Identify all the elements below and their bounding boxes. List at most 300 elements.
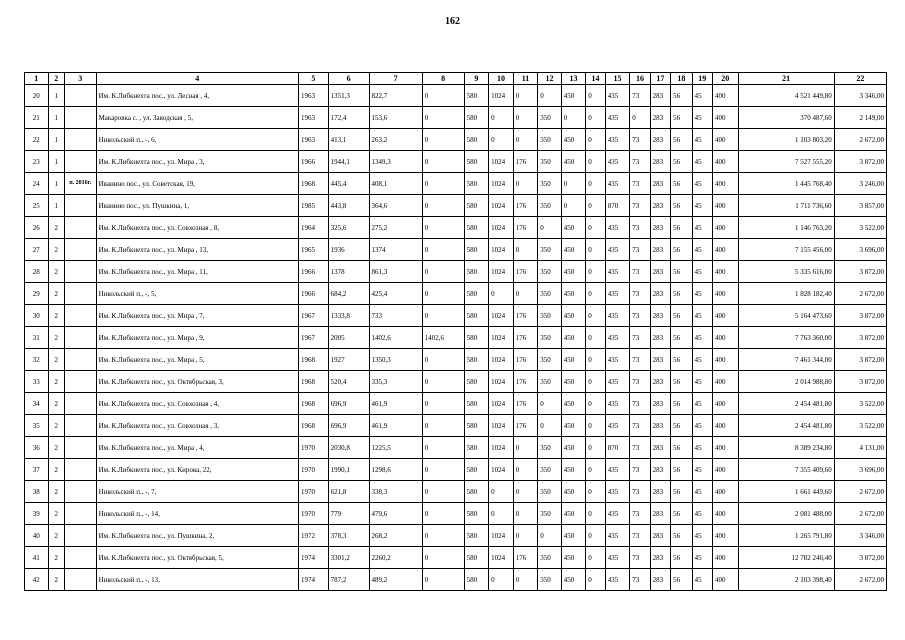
table-cell: 450: [561, 349, 586, 371]
table-cell: 45: [692, 547, 712, 569]
table-cell: 3 857,00: [834, 195, 886, 217]
table-cell: 1 146 763,20: [738, 217, 834, 239]
table-cell: 1968: [299, 349, 329, 371]
table-cell: 2: [48, 305, 64, 327]
table-cell: 2 014 988,80: [738, 371, 834, 393]
table-cell: [64, 239, 96, 261]
column-header: 11: [513, 73, 538, 85]
column-header: 22: [834, 73, 886, 85]
table-cell: 435: [605, 217, 630, 239]
table-cell: п. 2016г.: [64, 173, 96, 195]
table-cell: 350: [538, 459, 562, 481]
table-cell: 41: [25, 547, 49, 569]
table-cell: 0: [586, 107, 605, 129]
table-cell: 73: [630, 525, 650, 547]
table-cell: [64, 393, 96, 415]
table-cell: 479,6: [369, 503, 422, 525]
table-cell: 1970: [299, 459, 329, 481]
table-cell: 1 445 768,40: [738, 173, 834, 195]
table-cell: Макаровка с. , ул. Заводская , 5,: [96, 107, 298, 129]
table-cell: 283: [650, 503, 670, 525]
table-cell: 0: [422, 151, 464, 173]
table-cell: 45: [692, 481, 712, 503]
table-cell: 45: [692, 261, 712, 283]
table-cell: 1964: [299, 217, 329, 239]
table-cell: 580: [464, 195, 489, 217]
table-cell: 450: [561, 393, 586, 415]
table-cell: 0: [586, 327, 605, 349]
table-cell: 450: [561, 481, 586, 503]
table-cell: 450: [561, 283, 586, 305]
table-cell: [64, 261, 96, 283]
table-cell: 0: [422, 217, 464, 239]
table-cell: 2: [48, 371, 64, 393]
table-cell: 408,1: [369, 173, 422, 195]
table-cell: 350: [538, 261, 562, 283]
table-row: [25, 503, 887, 525]
table-cell: 45: [692, 283, 712, 305]
table-cell: 450: [561, 239, 586, 261]
table-cell: 3 246,00: [834, 173, 886, 195]
table-cell: 73: [630, 371, 650, 393]
table-cell: 283: [650, 107, 670, 129]
table-cell: 350: [538, 569, 562, 591]
table-cell: 1374: [369, 239, 422, 261]
table-cell: 435: [605, 349, 630, 371]
table-cell: 4 521 449,80: [738, 85, 834, 107]
table-row: [25, 415, 887, 437]
table-cell: 621,8: [328, 481, 369, 503]
table-cell: 1967: [299, 305, 329, 327]
table-cell: 56: [671, 437, 692, 459]
table-cell: 450: [561, 217, 586, 239]
table-cell: 580: [464, 327, 489, 349]
column-header: 7: [369, 73, 422, 85]
table-cell: Никольский п., -, 13,: [96, 569, 298, 591]
table-cell: 450: [561, 503, 586, 525]
table-cell: 2260,2: [369, 547, 422, 569]
table-cell: 1024: [489, 349, 514, 371]
table-cell: 26: [25, 217, 49, 239]
table-cell: 435: [605, 525, 630, 547]
table-cell: 435: [605, 327, 630, 349]
table-cell: 0: [586, 503, 605, 525]
table-cell: 3 522,00: [834, 393, 886, 415]
table-cell: 580: [464, 305, 489, 327]
table-cell: 2 672,00: [834, 129, 886, 151]
table-cell: 263,2: [369, 129, 422, 151]
table-cell: 56: [671, 129, 692, 151]
table-cell: 0: [561, 173, 586, 195]
table-cell: 283: [650, 85, 670, 107]
table-cell: 73: [630, 569, 650, 591]
table-cell: 400: [713, 283, 739, 305]
table-cell: 580: [464, 217, 489, 239]
table-cell: 0: [422, 349, 464, 371]
table-cell: 0: [538, 525, 562, 547]
table-cell: 0: [586, 283, 605, 305]
table-cell: Им. К.Либкнехта пос., ул. Октябрьская, 3,: [96, 371, 298, 393]
table-cell: [64, 459, 96, 481]
table-cell: 56: [671, 107, 692, 129]
table-cell: 435: [605, 547, 630, 569]
table-cell: [64, 129, 96, 151]
table-cell: 3 696,00: [834, 239, 886, 261]
table-cell: 73: [630, 173, 650, 195]
table-cell: 1 103 803,20: [738, 129, 834, 151]
table-cell: 283: [650, 283, 670, 305]
table-cell: 0: [489, 569, 514, 591]
table-cell: 73: [630, 503, 650, 525]
table-cell: 435: [605, 85, 630, 107]
table-cell: 335,3: [369, 371, 422, 393]
table-cell: 56: [671, 481, 692, 503]
table-cell: 3 872,00: [834, 261, 886, 283]
table-cell: 56: [671, 327, 692, 349]
table-cell: 45: [692, 525, 712, 547]
table-cell: 2: [48, 415, 64, 437]
table-cell: 45: [692, 129, 712, 151]
table-cell: 350: [538, 195, 562, 217]
table-cell: 580: [464, 283, 489, 305]
table-cell: 1351,3: [328, 85, 369, 107]
table-cell: 283: [650, 371, 670, 393]
table-cell: 3301,2: [328, 547, 369, 569]
table-cell: [64, 283, 96, 305]
table-cell: 283: [650, 393, 670, 415]
table-cell: 450: [561, 327, 586, 349]
table-cell: 283: [650, 129, 670, 151]
table-cell: [64, 415, 96, 437]
table-cell: 450: [561, 261, 586, 283]
table-cell: 31: [25, 327, 49, 349]
column-header: 8: [422, 73, 464, 85]
table-cell: 45: [692, 569, 712, 591]
table-cell: 1024: [489, 217, 514, 239]
table-cell: Иванино пос., ул. Пушкина, 1,: [96, 195, 298, 217]
table-cell: 435: [605, 503, 630, 525]
table-cell: 1298,6: [369, 459, 422, 481]
table-cell: 0: [513, 239, 538, 261]
table-cell: 2: [48, 393, 64, 415]
table-cell: 350: [538, 371, 562, 393]
table-cell: 1963: [299, 129, 329, 151]
table-cell: 0: [422, 415, 464, 437]
table-cell: Им. К.Либкнехта пос., ул. Мира , 5,: [96, 349, 298, 371]
table-cell: 283: [650, 239, 670, 261]
table-cell: 2 672,00: [834, 503, 886, 525]
table-cell: 45: [692, 217, 712, 239]
table-cell: 400: [713, 217, 739, 239]
table-cell: 1967: [299, 327, 329, 349]
table-cell: 4 131,00: [834, 437, 886, 459]
table-cell: 580: [464, 415, 489, 437]
table-cell: 0: [422, 547, 464, 569]
table-cell: 0: [586, 371, 605, 393]
table-cell: 350: [538, 239, 562, 261]
table-cell: 0: [586, 459, 605, 481]
table-cell: 1944,1: [328, 151, 369, 173]
table-cell: 23: [25, 151, 49, 173]
table-cell: [64, 437, 96, 459]
table-cell: 400: [713, 459, 739, 481]
table-cell: 370 487,60: [738, 107, 834, 129]
housing-register-table: [24, 72, 887, 591]
table-cell: 0: [586, 85, 605, 107]
table-cell: 435: [605, 569, 630, 591]
table-cell: 450: [561, 305, 586, 327]
table-cell: 0: [422, 239, 464, 261]
table-cell: 350: [538, 173, 562, 195]
table-cell: 30: [25, 305, 49, 327]
table-cell: 0: [513, 569, 538, 591]
table-cell: 32: [25, 349, 49, 371]
table-cell: 445,4: [328, 173, 369, 195]
table-cell: 176: [513, 327, 538, 349]
table-cell: 176: [513, 371, 538, 393]
column-header: 15: [605, 73, 630, 85]
table-cell: Им. К.Либкнехта пос., ул. Мира , 9,: [96, 327, 298, 349]
table-cell: 733: [369, 305, 422, 327]
table-cell: 580: [464, 481, 489, 503]
table-cell: 520,4: [328, 371, 369, 393]
table-cell: 1968: [299, 415, 329, 437]
table-row: [25, 525, 887, 547]
table-cell: 350: [538, 107, 562, 129]
table-cell: 580: [464, 547, 489, 569]
column-header: 5: [299, 73, 329, 85]
table-cell: 5 164 473,60: [738, 305, 834, 327]
table-cell: 400: [713, 437, 739, 459]
table-cell: 450: [561, 547, 586, 569]
table-cell: 1963: [299, 107, 329, 129]
table-cell: 580: [464, 459, 489, 481]
table-cell: 1966: [299, 283, 329, 305]
table-cell: 350: [538, 327, 562, 349]
table-cell: 580: [464, 371, 489, 393]
table-cell: 28: [25, 261, 49, 283]
table-cell: 33: [25, 371, 49, 393]
table-cell: 0: [586, 305, 605, 327]
table-cell: 45: [692, 173, 712, 195]
table-cell: 3 522,00: [834, 217, 886, 239]
table-cell: 435: [605, 371, 630, 393]
table-cell: 73: [630, 129, 650, 151]
table-cell: 1970: [299, 437, 329, 459]
column-header: 21: [738, 73, 834, 85]
table-cell: 2 672,00: [834, 283, 886, 305]
table-cell: 36: [25, 437, 49, 459]
table-cell: 2 149,00: [834, 107, 886, 129]
table-cell: 283: [650, 349, 670, 371]
table-cell: 73: [630, 349, 650, 371]
table-cell: 176: [513, 393, 538, 415]
table-cell: 45: [692, 415, 712, 437]
table-cell: 176: [513, 217, 538, 239]
table-cell: 3 872,00: [834, 305, 886, 327]
table-cell: 0: [513, 481, 538, 503]
table-cell: 3 872,00: [834, 327, 886, 349]
table-cell: 283: [650, 459, 670, 481]
table-cell: 325,6: [328, 217, 369, 239]
column-header: 3: [64, 73, 96, 85]
table-cell: 0: [489, 107, 514, 129]
table-row: [25, 129, 887, 151]
table-cell: 2: [48, 503, 64, 525]
table-cell: 0: [513, 173, 538, 195]
table-row: [25, 283, 887, 305]
table-cell: 450: [561, 459, 586, 481]
table-cell: 684,2: [328, 283, 369, 305]
table-cell: 2005: [328, 327, 369, 349]
table-cell: 0: [422, 195, 464, 217]
table-cell: 350: [538, 129, 562, 151]
table-cell: 0: [513, 283, 538, 305]
table-cell: 1966: [299, 261, 329, 283]
table-cell: 0: [586, 129, 605, 151]
table-cell: 0: [586, 261, 605, 283]
table-cell: 153,6: [369, 107, 422, 129]
table-cell: 0: [586, 437, 605, 459]
table-cell: 0: [422, 371, 464, 393]
table-cell: 0: [586, 217, 605, 239]
table-cell: 37: [25, 459, 49, 481]
table-cell: 0: [586, 569, 605, 591]
column-header: 20: [713, 73, 739, 85]
table-cell: 283: [650, 525, 670, 547]
table-cell: 45: [692, 195, 712, 217]
table-cell: 1: [48, 85, 64, 107]
table-cell: 0: [422, 283, 464, 305]
table-cell: 870: [605, 195, 630, 217]
table-cell: 1985: [299, 195, 329, 217]
table-row: [25, 371, 887, 393]
table-cell: Им. К.Либкнехта пос., ул. Мира , 3,: [96, 151, 298, 173]
table-cell: [64, 217, 96, 239]
table-cell: 580: [464, 437, 489, 459]
table-row: [25, 569, 887, 591]
table-row: [25, 195, 887, 217]
table-cell: 2: [48, 239, 64, 261]
table-cell: 1927: [328, 349, 369, 371]
table-cell: 73: [630, 151, 650, 173]
table-cell: 56: [671, 283, 692, 305]
table-cell: 1378: [328, 261, 369, 283]
table-cell: 0: [513, 85, 538, 107]
table-cell: 435: [605, 481, 630, 503]
column-header: 12: [538, 73, 562, 85]
table-cell: 34: [25, 393, 49, 415]
table-cell: 176: [513, 547, 538, 569]
table-cell: 56: [671, 173, 692, 195]
table-cell: 2: [48, 525, 64, 547]
table-cell: 45: [692, 437, 712, 459]
table-cell: 56: [671, 525, 692, 547]
table-cell: 580: [464, 393, 489, 415]
table-cell: 56: [671, 151, 692, 173]
table-row: [25, 349, 887, 371]
table-cell: 1024: [489, 173, 514, 195]
table-cell: 350: [538, 547, 562, 569]
table-cell: 580: [464, 107, 489, 129]
table-row: [25, 393, 887, 415]
table-cell: 400: [713, 415, 739, 437]
table-cell: 400: [713, 85, 739, 107]
table-cell: 350: [538, 305, 562, 327]
table-cell: 450: [561, 569, 586, 591]
table-cell: 435: [605, 305, 630, 327]
table-cell: 1 661 449,60: [738, 481, 834, 503]
table-cell: 400: [713, 305, 739, 327]
table-cell: 1: [48, 129, 64, 151]
table-cell: 400: [713, 239, 739, 261]
table-cell: 45: [692, 151, 712, 173]
table-cell: 1 265 791,80: [738, 525, 834, 547]
column-header: 10: [489, 73, 514, 85]
table-cell: 3 872,00: [834, 547, 886, 569]
table-cell: 3 872,00: [834, 349, 886, 371]
table-cell: 580: [464, 525, 489, 547]
table-cell: 0: [422, 569, 464, 591]
table-cell: 0: [422, 261, 464, 283]
column-header: 18: [671, 73, 692, 85]
table-cell: 787,2: [328, 569, 369, 591]
table-cell: 3 346,00: [834, 85, 886, 107]
table-cell: 56: [671, 239, 692, 261]
table-cell: 1 711 736,60: [738, 195, 834, 217]
table-cell: 1965: [299, 239, 329, 261]
column-header: 17: [650, 73, 670, 85]
column-header: 16: [630, 73, 650, 85]
table-cell: 450: [561, 151, 586, 173]
table-cell: 1974: [299, 569, 329, 591]
table-cell: 450: [561, 85, 586, 107]
table-cell: 870: [605, 437, 630, 459]
table-cell: 1225,5: [369, 437, 422, 459]
table-cell: 45: [692, 305, 712, 327]
table-cell: 2: [48, 217, 64, 239]
table-cell: 283: [650, 195, 670, 217]
table-cell: 1972: [299, 525, 329, 547]
table-cell: 0: [422, 85, 464, 107]
table-cell: 3 872,00: [834, 371, 886, 393]
table-cell: 1349,3: [369, 151, 422, 173]
table-cell: 0: [422, 525, 464, 547]
table-cell: 56: [671, 459, 692, 481]
table-cell: 338,3: [369, 481, 422, 503]
table-cell: 2: [48, 327, 64, 349]
table-cell: 1024: [489, 239, 514, 261]
table-cell: 2 672,00: [834, 481, 886, 503]
table-row: [25, 547, 887, 569]
table-cell: [64, 349, 96, 371]
table-cell: 73: [630, 547, 650, 569]
table-cell: 7 763 360,00: [738, 327, 834, 349]
table-cell: Никольский п., -, 7,: [96, 481, 298, 503]
table-cell: 0: [422, 481, 464, 503]
table-cell: 0: [513, 107, 538, 129]
table-cell: 45: [692, 239, 712, 261]
table-cell: 1963: [299, 85, 329, 107]
table-cell: 283: [650, 569, 670, 591]
table-cell: 0: [630, 107, 650, 129]
table-cell: 350: [538, 151, 562, 173]
table-cell: 1333,8: [328, 305, 369, 327]
table-cell: 0: [586, 239, 605, 261]
table-cell: 1024: [489, 393, 514, 415]
page-number: 162: [445, 16, 460, 27]
table-cell: 0: [586, 393, 605, 415]
